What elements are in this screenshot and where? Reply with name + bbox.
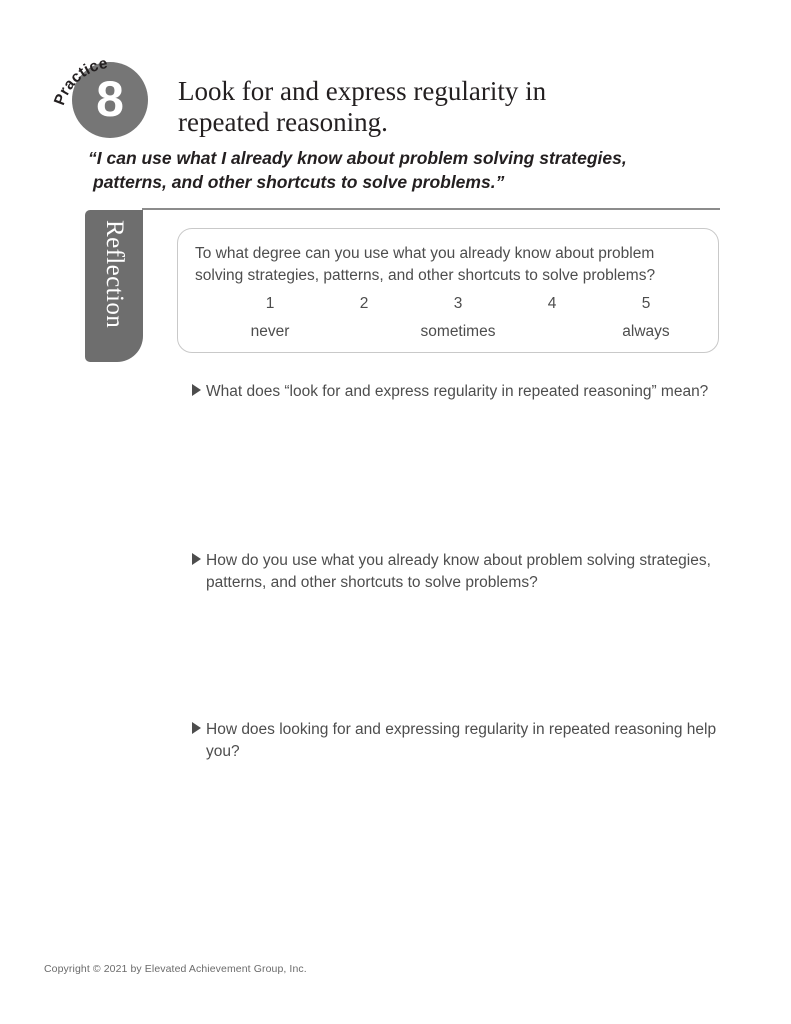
i-can-statement-line-2: patterns, and other shortcuts to solve problems.” bbox=[93, 172, 505, 193]
rating-scale-labels bbox=[223, 323, 693, 341]
reflection-question-3-text: How does looking for and expressing regularity in repeated reasoning help you? bbox=[206, 721, 717, 760]
reflection-tab bbox=[85, 210, 143, 362]
copyright-notice: Copyright © 2021 by Elevated Achievement Group, Inc. bbox=[44, 963, 307, 975]
reflection-question-2-text: How do you use what you already know about problem solving strategies, patterns, and other shortcuts to solve problems? bbox=[206, 552, 711, 591]
page-title bbox=[178, 76, 698, 139]
rating-label-3: sometimes bbox=[420, 323, 496, 340]
reflection-question-3 bbox=[192, 719, 752, 763]
practice-badge bbox=[51, 40, 168, 152]
rating-option-5[interactable]: 5 bbox=[641, 295, 651, 312]
practice-number: 8 bbox=[96, 71, 124, 127]
rating-scale-box bbox=[177, 228, 719, 353]
i-can-statement-line-1: “I can use what I already know about problem solving strategies, bbox=[88, 148, 627, 168]
i-can-statement bbox=[88, 146, 728, 194]
reflection-question-2 bbox=[192, 550, 752, 594]
rating-option-1[interactable]: 1 bbox=[265, 295, 275, 312]
rating-option-4[interactable]: 4 bbox=[547, 295, 557, 312]
reflection-tab-label: Reflection bbox=[101, 220, 128, 329]
page-title-line-1: Look for and express regularity in bbox=[178, 76, 547, 106]
rating-label-2 bbox=[317, 323, 411, 341]
triangle-bullet-icon bbox=[192, 553, 201, 565]
rating-option-2[interactable]: 2 bbox=[359, 295, 369, 312]
section-divider bbox=[142, 208, 720, 210]
page-title-line-2: repeated reasoning. bbox=[178, 107, 388, 138]
reflection-question-1 bbox=[192, 381, 752, 403]
rating-label-4 bbox=[505, 323, 599, 341]
rating-label-1: never bbox=[250, 323, 290, 340]
rating-option-3[interactable]: 3 bbox=[453, 295, 463, 312]
reflection-question-1-text: What does “look for and express regularity in repeated reasoning” mean? bbox=[206, 383, 709, 400]
rating-question-text: To what degree can you use what you already know about problem solving strategies, patterns, and other shortcuts to solve problems? bbox=[195, 245, 656, 284]
practice-arc-label: Practice bbox=[51, 54, 110, 108]
triangle-bullet-icon bbox=[192, 384, 201, 396]
rating-label-5: always bbox=[622, 323, 670, 340]
triangle-bullet-icon bbox=[192, 722, 201, 734]
rating-scale-numbers bbox=[223, 295, 693, 313]
